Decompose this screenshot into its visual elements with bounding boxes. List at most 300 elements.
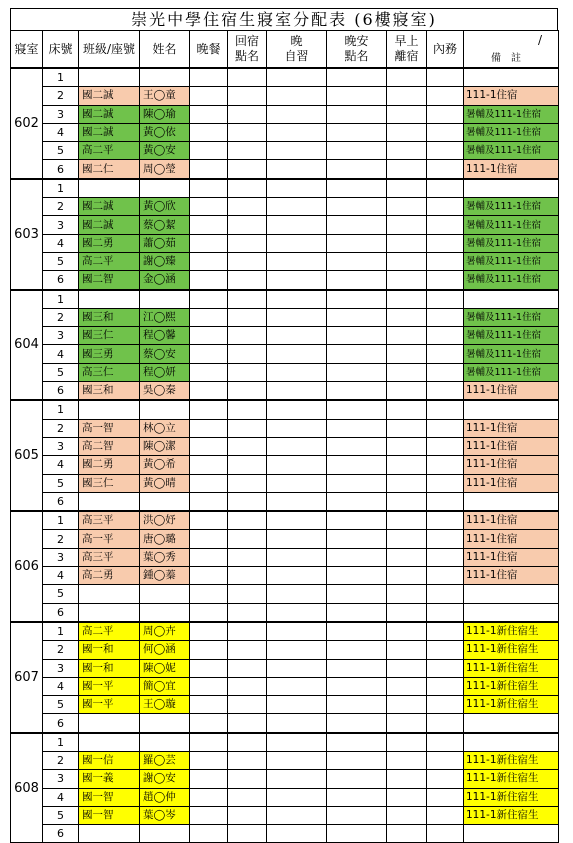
morning-leave-cell — [387, 677, 427, 695]
remark-cell — [464, 492, 559, 511]
dinner-cell — [190, 179, 228, 198]
bed-number-cell: 4 — [43, 123, 79, 141]
evening-study-cell — [267, 419, 327, 437]
student-name-cell: 蔡◯絜 — [140, 216, 190, 234]
duty-cell — [427, 585, 464, 603]
table-row — [11, 308, 559, 326]
class-seat-cell: 高二智 — [79, 437, 140, 455]
return-roll-cell — [228, 806, 267, 824]
return-roll-cell — [228, 327, 267, 345]
sheet-title: 崇光中學住宿生寢室分配表 (6樓寢室) — [10, 8, 558, 30]
dinner-cell — [190, 345, 228, 363]
dinner-cell — [190, 548, 228, 566]
student-name-cell: 金◯涵 — [140, 271, 190, 290]
class-seat-cell — [79, 825, 140, 843]
return-roll-cell — [228, 68, 267, 87]
return-roll-cell — [228, 142, 267, 160]
duty-cell — [427, 234, 464, 252]
morning-leave-cell — [387, 308, 427, 326]
table-row — [11, 492, 559, 511]
dinner-cell — [190, 567, 228, 585]
student-name-cell: 鍾◯蓁 — [140, 567, 190, 585]
evening-study-cell — [267, 363, 327, 381]
class-seat-cell: 國三勇 — [79, 345, 140, 363]
student-name-cell: 江◯熙 — [140, 308, 190, 326]
night-roll-cell — [327, 123, 387, 141]
night-roll-cell — [327, 825, 387, 843]
morning-leave-cell — [387, 216, 427, 234]
remark-cell: 111-1住宿 — [464, 419, 559, 437]
remark-cell — [464, 714, 559, 733]
student-name-cell — [140, 603, 190, 622]
evening-study-cell — [267, 714, 327, 733]
return-roll-cell — [228, 788, 267, 806]
remark-cell: 111-1新住宿生 — [464, 770, 559, 788]
morning-leave-cell — [387, 548, 427, 566]
return-roll-cell — [228, 622, 267, 641]
bed-number-cell: 4 — [43, 456, 79, 474]
night-roll-cell — [327, 87, 387, 105]
morning-leave-cell — [387, 603, 427, 622]
evening-study-cell — [267, 530, 327, 548]
dinner-cell — [190, 659, 228, 677]
table-row — [11, 806, 559, 824]
remark-cell: 111-1住宿 — [464, 511, 559, 530]
return-roll-cell — [228, 696, 267, 714]
student-name-cell: 葉◯岑 — [140, 806, 190, 824]
night-roll-cell — [327, 456, 387, 474]
student-name-cell: 洪◯妤 — [140, 511, 190, 530]
class-seat-cell: 國三和 — [79, 382, 140, 401]
night-roll-cell — [327, 641, 387, 659]
dinner-cell — [190, 603, 228, 622]
class-seat-cell: 國一義 — [79, 770, 140, 788]
remark-cell: 111-1住宿 — [464, 160, 559, 179]
evening-study-cell — [267, 179, 327, 198]
bed-number-cell: 5 — [43, 363, 79, 381]
dinner-cell — [190, 160, 228, 179]
night-roll-cell — [327, 474, 387, 492]
evening-study-cell — [267, 142, 327, 160]
evening-study-cell — [267, 308, 327, 326]
room-number-cell: 602 — [11, 68, 43, 179]
night-roll-cell — [327, 714, 387, 733]
duty-cell — [427, 659, 464, 677]
class-seat-cell: 國一信 — [79, 751, 140, 769]
bed-number-cell: 1 — [43, 179, 79, 198]
duty-cell — [427, 788, 464, 806]
dinner-cell — [190, 714, 228, 733]
morning-leave-cell — [387, 641, 427, 659]
morning-leave-cell — [387, 419, 427, 437]
morning-leave-cell — [387, 696, 427, 714]
bed-number-cell: 1 — [43, 622, 79, 641]
student-name-cell: 陳◯妮 — [140, 659, 190, 677]
night-roll-cell — [327, 198, 387, 216]
bed-number-cell: 2 — [43, 308, 79, 326]
duty-cell — [427, 400, 464, 419]
night-roll-cell — [327, 271, 387, 290]
night-roll-cell — [327, 234, 387, 252]
evening-study-cell — [267, 160, 327, 179]
morning-leave-cell — [387, 87, 427, 105]
duty-cell — [427, 806, 464, 824]
class-seat-cell: 國三仁 — [79, 327, 140, 345]
evening-study-cell — [267, 290, 327, 309]
evening-study-cell — [267, 252, 327, 270]
class-seat-cell — [79, 585, 140, 603]
duty-cell — [427, 419, 464, 437]
table-row — [11, 751, 559, 769]
morning-leave-cell — [387, 363, 427, 381]
return-roll-cell — [228, 87, 267, 105]
class-seat-cell: 高一平 — [79, 530, 140, 548]
evening-study-cell — [267, 68, 327, 87]
table-row — [11, 659, 559, 677]
table-row — [11, 419, 559, 437]
evening-study-cell — [267, 548, 327, 566]
class-seat-cell: 高三仁 — [79, 363, 140, 381]
duty-cell — [427, 123, 464, 141]
dinner-cell — [190, 530, 228, 548]
table-row — [11, 216, 559, 234]
class-seat-cell: 高二平 — [79, 142, 140, 160]
dinner-cell — [190, 511, 228, 530]
table-row — [11, 548, 559, 566]
morning-leave-cell — [387, 123, 427, 141]
dinner-cell — [190, 87, 228, 105]
duty-cell — [427, 68, 464, 87]
return-roll-cell — [228, 567, 267, 585]
remark-cell: 暑輔及111-1住宿 — [464, 308, 559, 326]
morning-leave-cell — [387, 825, 427, 843]
remark-cell: 111-1新住宿生 — [464, 622, 559, 641]
return-roll-cell — [228, 603, 267, 622]
dinner-cell — [190, 327, 228, 345]
evening-study-cell — [267, 216, 327, 234]
return-roll-cell — [228, 419, 267, 437]
bed-number-cell: 1 — [43, 68, 79, 87]
return-roll-cell — [228, 290, 267, 309]
morning-leave-cell — [387, 474, 427, 492]
table-row — [11, 456, 559, 474]
return-roll-cell — [228, 677, 267, 695]
evening-study-cell — [267, 345, 327, 363]
remark-cell: 111-1新住宿生 — [464, 788, 559, 806]
table-row — [11, 437, 559, 455]
return-roll-cell — [228, 770, 267, 788]
table-row — [11, 123, 559, 141]
night-roll-cell — [327, 290, 387, 309]
table-body — [11, 68, 559, 843]
table-row — [11, 290, 559, 309]
table-row — [11, 179, 559, 198]
evening-study-cell — [267, 105, 327, 123]
return-roll-cell — [228, 198, 267, 216]
evening-study-cell — [267, 437, 327, 455]
morning-leave-cell — [387, 105, 427, 123]
table-row — [11, 825, 559, 843]
night-roll-cell — [327, 419, 387, 437]
dinner-cell — [190, 363, 228, 381]
table-row — [11, 105, 559, 123]
duty-cell — [427, 327, 464, 345]
remark-cell: 111-1住宿 — [464, 530, 559, 548]
student-name-cell: 何◯涵 — [140, 641, 190, 659]
evening-study-cell — [267, 87, 327, 105]
morning-leave-cell — [387, 290, 427, 309]
class-seat-cell: 高一智 — [79, 419, 140, 437]
table-row — [11, 198, 559, 216]
remark-cell: 111-1住宿 — [464, 382, 559, 401]
class-seat-cell: 國二仁 — [79, 160, 140, 179]
table-row — [11, 142, 559, 160]
remark-cell: 111-1新住宿生 — [464, 677, 559, 695]
bed-number-cell: 3 — [43, 437, 79, 455]
remark-slash: / — [537, 33, 542, 47]
table-row — [11, 363, 559, 381]
remark-cell — [464, 179, 559, 198]
dinner-cell — [190, 382, 228, 401]
class-seat-cell: 國一和 — [79, 659, 140, 677]
bed-number-cell: 6 — [43, 492, 79, 511]
remark-cell: 暑輔及111-1住宿 — [464, 142, 559, 160]
remark-cell — [464, 825, 559, 843]
morning-leave-cell — [387, 585, 427, 603]
header-evening-study: 晚 自習 — [267, 31, 327, 69]
class-seat-cell: 國一平 — [79, 696, 140, 714]
return-roll-cell — [228, 548, 267, 566]
dinner-cell — [190, 677, 228, 695]
bed-number-cell: 6 — [43, 825, 79, 843]
return-roll-cell — [228, 216, 267, 234]
table-row — [11, 400, 559, 419]
student-name-cell: 唐◯璐 — [140, 530, 190, 548]
return-roll-cell — [228, 825, 267, 843]
student-name-cell: 羅◯芸 — [140, 751, 190, 769]
bed-number-cell: 2 — [43, 87, 79, 105]
bed-number-cell: 4 — [43, 567, 79, 585]
class-seat-cell: 國三和 — [79, 308, 140, 326]
return-roll-cell — [228, 437, 267, 455]
morning-leave-cell — [387, 234, 427, 252]
class-seat-cell: 國二誠 — [79, 87, 140, 105]
student-name-cell: 王◯璇 — [140, 696, 190, 714]
dinner-cell — [190, 234, 228, 252]
evening-study-cell — [267, 733, 327, 752]
morning-leave-cell — [387, 511, 427, 530]
night-roll-cell — [327, 733, 387, 752]
night-roll-cell — [327, 363, 387, 381]
morning-leave-cell — [387, 271, 427, 290]
table-row — [11, 603, 559, 622]
duty-cell — [427, 770, 464, 788]
room-allocation-table — [10, 30, 559, 843]
bed-number-cell: 4 — [43, 234, 79, 252]
return-roll-cell — [228, 400, 267, 419]
morning-leave-cell — [387, 622, 427, 641]
bed-number-cell: 3 — [43, 548, 79, 566]
return-roll-cell — [228, 474, 267, 492]
table-row — [11, 68, 559, 87]
student-name-cell: 吳◯秦 — [140, 382, 190, 401]
student-name-cell: 葉◯秀 — [140, 548, 190, 566]
duty-cell — [427, 456, 464, 474]
bed-number-cell: 6 — [43, 160, 79, 179]
remark-cell — [464, 400, 559, 419]
student-name-cell: 陳◯潔 — [140, 437, 190, 455]
return-roll-cell — [228, 363, 267, 381]
class-seat-cell: 國一和 — [79, 641, 140, 659]
header-night-roll: 晚安 點名 — [327, 31, 387, 69]
evening-study-cell — [267, 603, 327, 622]
table-row — [11, 511, 559, 530]
duty-cell — [427, 548, 464, 566]
night-roll-cell — [327, 216, 387, 234]
student-name-cell: 黃◯依 — [140, 123, 190, 141]
duty-cell — [427, 677, 464, 695]
night-roll-cell — [327, 327, 387, 345]
bed-number-cell: 4 — [43, 677, 79, 695]
bed-number-cell: 5 — [43, 585, 79, 603]
dinner-cell — [190, 733, 228, 752]
table-row — [11, 271, 559, 290]
remark-cell: 暑輔及111-1住宿 — [464, 345, 559, 363]
remark-cell: 111-1新住宿生 — [464, 806, 559, 824]
bed-number-cell: 6 — [43, 382, 79, 401]
dinner-cell — [190, 641, 228, 659]
class-seat-cell: 國二誠 — [79, 216, 140, 234]
bed-number-cell: 3 — [43, 105, 79, 123]
morning-leave-cell — [387, 567, 427, 585]
night-roll-cell — [327, 252, 387, 270]
return-roll-cell — [228, 252, 267, 270]
header-duty: 內務 — [427, 31, 464, 69]
dinner-cell — [190, 252, 228, 270]
remark-cell: 暑輔及111-1住宿 — [464, 252, 559, 270]
morning-leave-cell — [387, 327, 427, 345]
class-seat-cell — [79, 733, 140, 752]
night-roll-cell — [327, 788, 387, 806]
evening-study-cell — [267, 696, 327, 714]
evening-study-cell — [267, 659, 327, 677]
dinner-cell — [190, 825, 228, 843]
table-row — [11, 585, 559, 603]
night-roll-cell — [327, 751, 387, 769]
remark-cell: 暑輔及111-1住宿 — [464, 123, 559, 141]
morning-leave-cell — [387, 530, 427, 548]
table-row — [11, 733, 559, 752]
dinner-cell — [190, 419, 228, 437]
class-seat-cell — [79, 179, 140, 198]
morning-leave-cell — [387, 806, 427, 824]
evening-study-cell — [267, 400, 327, 419]
night-roll-cell — [327, 160, 387, 179]
bed-number-cell: 1 — [43, 733, 79, 752]
night-roll-cell — [327, 492, 387, 511]
evening-study-cell — [267, 474, 327, 492]
dinner-cell — [190, 770, 228, 788]
bed-number-cell: 1 — [43, 290, 79, 309]
remark-cell: 111-1住宿 — [464, 456, 559, 474]
return-roll-cell — [228, 234, 267, 252]
dinner-cell — [190, 456, 228, 474]
return-roll-cell — [228, 585, 267, 603]
morning-leave-cell — [387, 659, 427, 677]
night-roll-cell — [327, 308, 387, 326]
table-row — [11, 234, 559, 252]
night-roll-cell — [327, 345, 387, 363]
morning-leave-cell — [387, 751, 427, 769]
table-row — [11, 474, 559, 492]
remark-cell — [464, 68, 559, 87]
evening-study-cell — [267, 327, 327, 345]
evening-study-cell — [267, 788, 327, 806]
duty-cell — [427, 87, 464, 105]
remark-cell: 111-1新住宿生 — [464, 696, 559, 714]
morning-leave-cell — [387, 733, 427, 752]
evening-study-cell — [267, 770, 327, 788]
duty-cell — [427, 179, 464, 198]
remark-cell: 111-1新住宿生 — [464, 641, 559, 659]
allocation-sheet — [10, 8, 558, 843]
return-roll-cell — [228, 160, 267, 179]
duty-cell — [427, 511, 464, 530]
class-seat-cell: 國三仁 — [79, 474, 140, 492]
remark-cell: 111-1新住宿生 — [464, 751, 559, 769]
table-row — [11, 530, 559, 548]
night-roll-cell — [327, 437, 387, 455]
room-number-cell: 608 — [11, 733, 43, 843]
duty-cell — [427, 641, 464, 659]
student-name-cell: 林◯立 — [140, 419, 190, 437]
table-row — [11, 770, 559, 788]
class-seat-cell: 國一智 — [79, 788, 140, 806]
dinner-cell — [190, 492, 228, 511]
student-name-cell: 周◯瑩 — [140, 160, 190, 179]
remark-cell: 暑輔及111-1住宿 — [464, 327, 559, 345]
dinner-cell — [190, 806, 228, 824]
room-number-cell: 603 — [11, 179, 43, 290]
return-roll-cell — [228, 492, 267, 511]
bed-number-cell: 2 — [43, 530, 79, 548]
remark-cell: 111-1住宿 — [464, 548, 559, 566]
duty-cell — [427, 492, 464, 511]
table-row — [11, 696, 559, 714]
header-name: 姓名 — [140, 31, 190, 69]
night-roll-cell — [327, 68, 387, 87]
dinner-cell — [190, 788, 228, 806]
night-roll-cell — [327, 677, 387, 695]
duty-cell — [427, 825, 464, 843]
return-roll-cell — [228, 123, 267, 141]
bed-number-cell: 2 — [43, 641, 79, 659]
remark-cell — [464, 603, 559, 622]
dinner-cell — [190, 290, 228, 309]
student-name-cell — [140, 492, 190, 511]
bed-number-cell: 1 — [43, 400, 79, 419]
duty-cell — [427, 105, 464, 123]
duty-cell — [427, 603, 464, 622]
dinner-cell — [190, 142, 228, 160]
duty-cell — [427, 382, 464, 401]
duty-cell — [427, 474, 464, 492]
evening-study-cell — [267, 585, 327, 603]
evening-study-cell — [267, 234, 327, 252]
night-roll-cell — [327, 511, 387, 530]
return-roll-cell — [228, 345, 267, 363]
duty-cell — [427, 696, 464, 714]
